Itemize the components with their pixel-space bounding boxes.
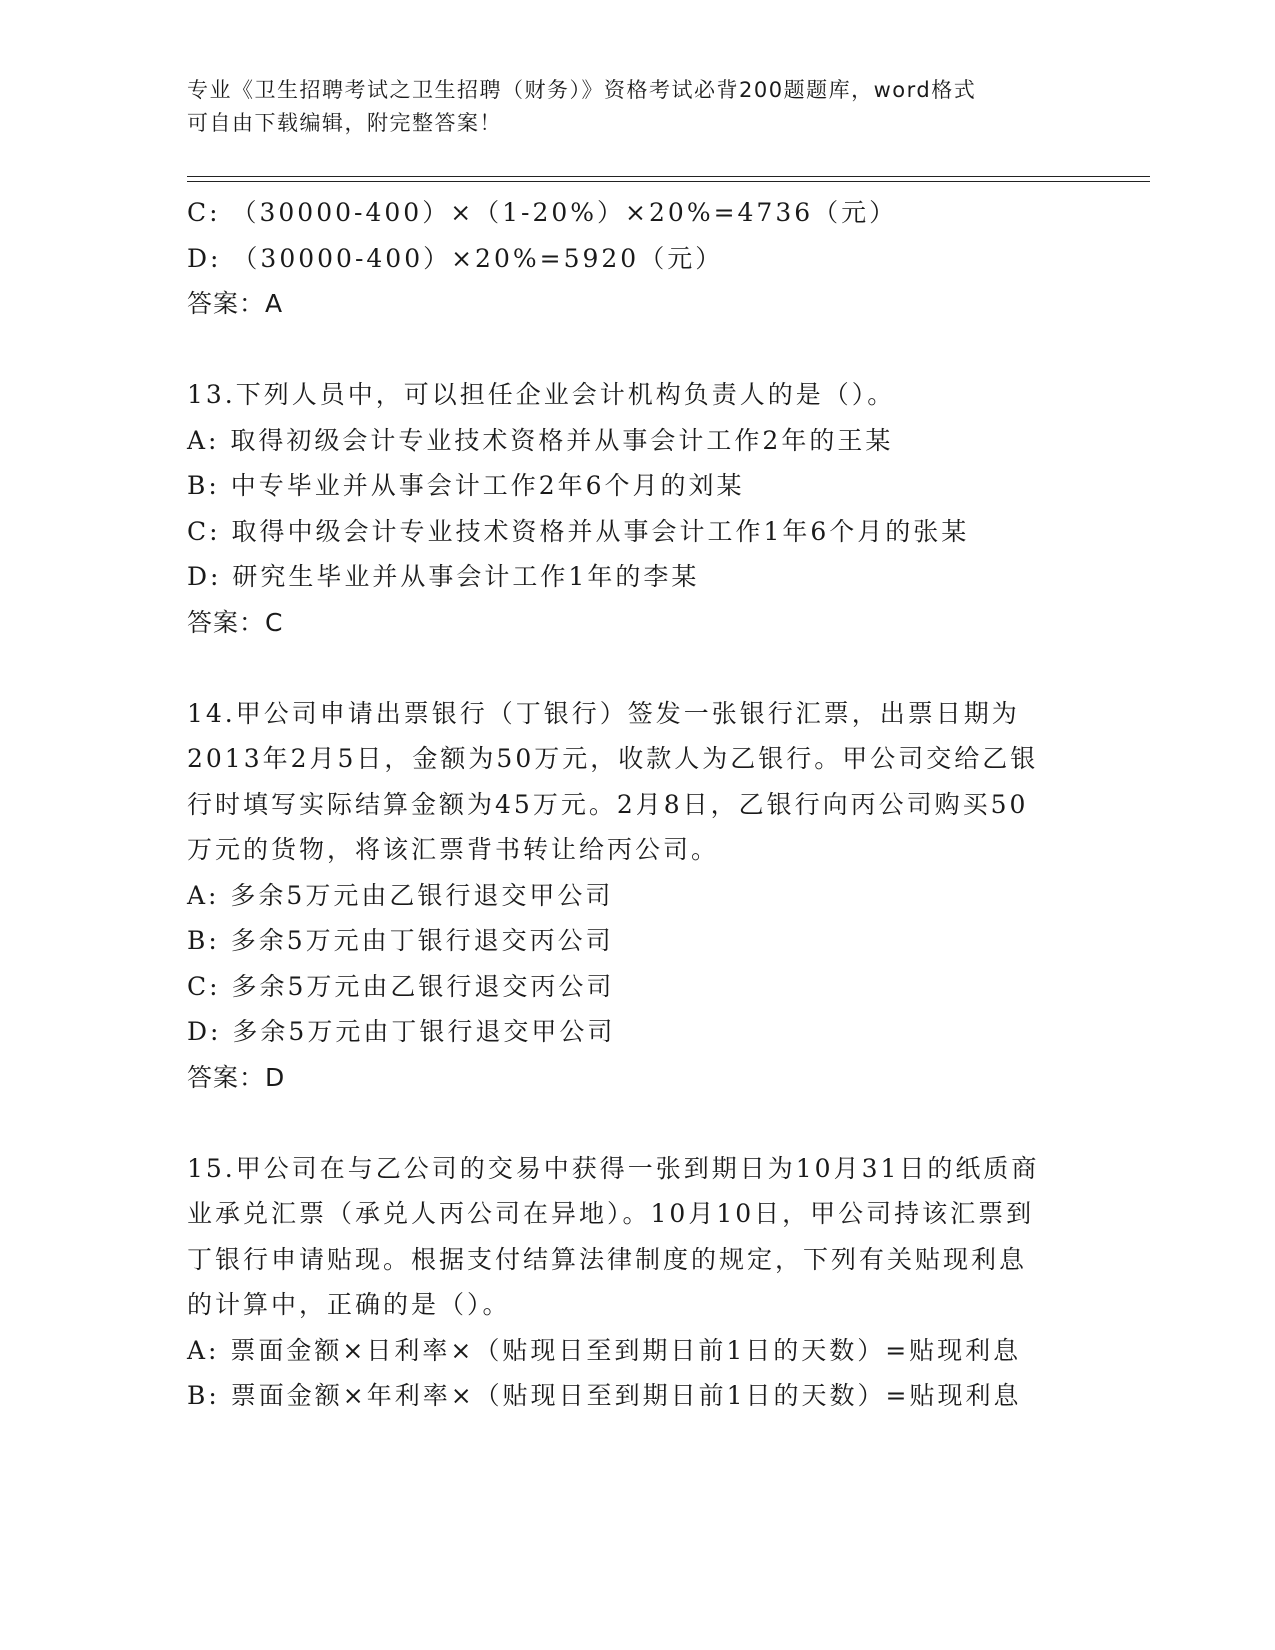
answer-line: 答案：C [187,607,284,637]
answer-line: 答案：D [187,1062,286,1092]
option-c: C: 多余5万元由乙银行退交丙公司 [187,971,615,1001]
spacer [187,327,1087,373]
option-a: A: 票面金额×日利率×（贴现日至到期日前1日的天数）=贴现利息 [187,1335,1022,1365]
header-title-line-1: 专业《卫生招聘考试之卫生招聘（财务）》资格考试必背200题题库，word格式 [187,78,977,102]
question-stem-line-1: 14.甲公司申请出票银行（丁银行）签发一张银行汇票，出票日期为 [187,698,1020,728]
question-stem: 13.下列人员中，可以担任企业会计机构负责人的是（）。 [187,380,896,409]
header-divider-bottom [187,181,1150,182]
question-stem-line-2: 2013年2月5日，金额为50万元，收款人为乙银行。甲公司交给乙银 [187,744,1039,773]
question-13 [187,372,1087,645]
option-d: D: 多余5万元由丁银行退交甲公司 [187,1017,616,1046]
question-content [187,190,1087,1419]
question-stem-line-1: 15.甲公司在与乙公司的交易中获得一张到期日为10月31日的纸质商 [187,1153,1040,1183]
spacer [187,645,1087,691]
option-b: B: 票面金额×年利率×（贴现日至到期日前1日的天数）=贴现利息 [187,1381,1022,1410]
spacer [187,1100,1087,1146]
question-stem-line-3: 丁银行申请贴现。根据支付结算法律制度的规定，下列有关贴现利息 [187,1244,1028,1274]
question-stem-line-3: 行时填写实际结算金额为45万元。2月8日，乙银行向丙公司购买50 [187,789,1029,819]
question-stem-line-4: 万元的货物，将该汇票背书转让给丙公司。 [187,835,720,864]
option-d: D: （30000-400）×20%=5920（元） [187,243,724,273]
question-stem-line-4: 的计算中，正确的是（）。 [187,1290,511,1319]
option-a: A: 多余5万元由乙银行退交甲公司 [187,880,614,910]
question-15 [187,1146,1087,1419]
answer-line: 答案：A [187,289,284,318]
question-14 [187,691,1087,1101]
option-d: D: 研究生毕业并从事会计工作1年的李某 [187,562,700,591]
option-c: C: 取得中级会计专业技术资格并从事会计工作1年6个月的张某 [187,516,970,546]
header-title-line-2: 可自由下载编辑，附完整答案！ [187,111,502,135]
page-header [187,74,1077,140]
option-c: C: （30000-400）×（1-20%）×20%=4736（元） [187,198,898,227]
option-b: B: 多余5万元由丁银行退交丙公司 [187,926,614,955]
header-divider-top [187,176,1150,177]
question-12-tail [187,190,1087,327]
option-a: A: 取得初级会计专业技术资格并从事会计工作2年的王某 [187,425,894,455]
question-stem-line-2: 业承兑汇票（承兑人丙公司在异地）。10月10日，甲公司持该汇票到 [187,1199,1035,1228]
option-b: B: 中专毕业并从事会计工作2年6个月的刘某 [187,471,745,500]
